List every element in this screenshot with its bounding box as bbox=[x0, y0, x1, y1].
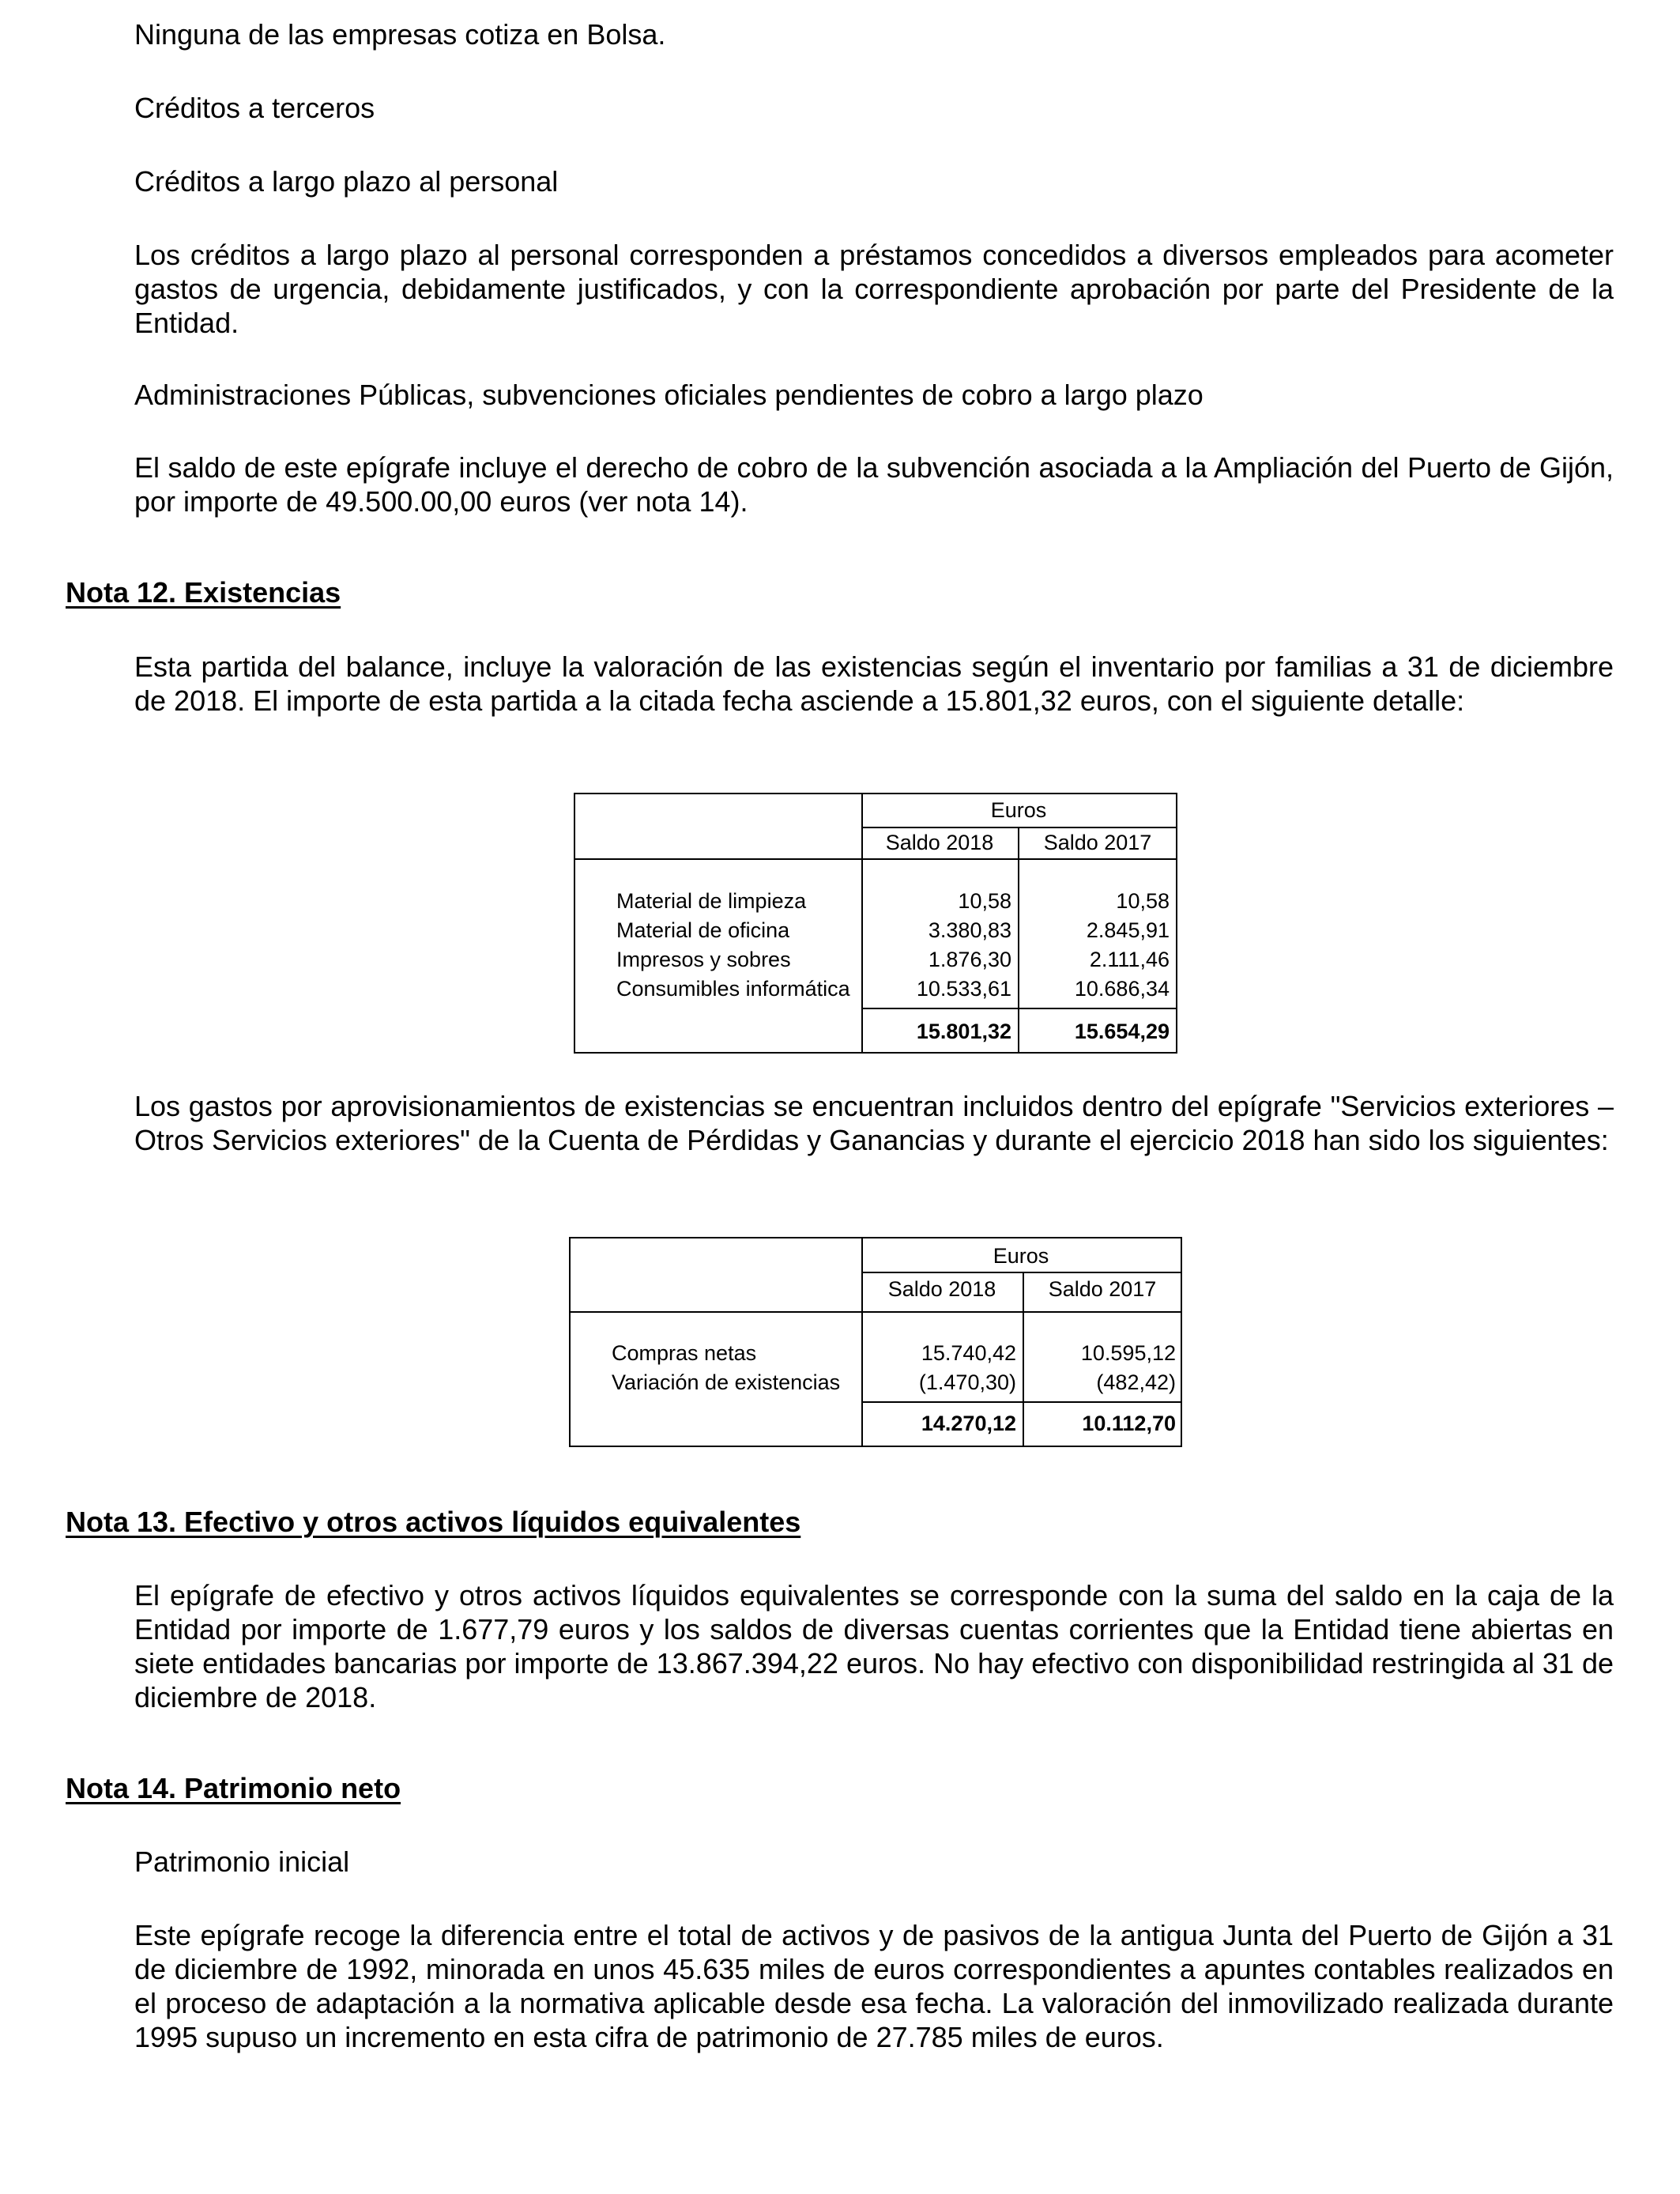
subheading-admin-publicas: Administraciones Públicas, subvenciones oficiales pendientes de cobro a largo plazo bbox=[134, 379, 1203, 411]
row-label: Compras netas bbox=[612, 1341, 757, 1365]
value-2018: 10.533,61 bbox=[916, 977, 1011, 1001]
value-2018: (1.470,30) bbox=[918, 1370, 1016, 1394]
table-existencias bbox=[574, 793, 1177, 1054]
column-header-2017: Saldo 2017 bbox=[1048, 1277, 1157, 1301]
row-label: Material de oficina bbox=[616, 918, 790, 942]
subheading-creditos-personal: Créditos a largo plazo al personal bbox=[134, 165, 559, 198]
value-2017: 10,58 bbox=[1116, 889, 1170, 913]
total-2017: 15.654,29 bbox=[1074, 1020, 1170, 1043]
currency-header: Euros bbox=[990, 798, 1047, 822]
total-2018: 15.801,32 bbox=[916, 1020, 1011, 1043]
paragraph-bolsa: Ninguna de las empresas cotiza en Bolsa. bbox=[134, 18, 666, 51]
value-2017: 10.595,12 bbox=[1080, 1341, 1176, 1365]
paragraph-nota-13: El epígrafe de efectivo y otros activos líquidos equivalentes se corresponde con la suma del saldo en la caja de la Entidad por importe de 1.677,79 euros y los saldos de diversas cuentas corrientes que la Entidad tiene abiertas en siete entidades bancarias por importe de 13.867.394,22 euros. No hay efectivo con disponibilidad restringida al 31 de diciembre de 2018. bbox=[134, 1579, 1614, 1713]
column-header-2018: Saldo 2018 bbox=[885, 831, 994, 854]
row-label: Consumibles informática bbox=[616, 977, 850, 1001]
value-2018: 1.876,30 bbox=[928, 948, 1011, 971]
paragraph-creditos-personal: Los créditos a largo plazo al personal corresponden a préstamos concedidos a diversos empleados para acometer gastos de urgencia, debidamente justificados, y con la correspondiente aprobación por parte del Presidente de la Entidad. bbox=[134, 239, 1614, 339]
subheading-creditos-terceros: Créditos a terceros bbox=[134, 92, 375, 124]
column-header-2018: Saldo 2018 bbox=[887, 1277, 996, 1301]
paragraph-gastos: Los gastos por aprovisionamientos de existencias se encuentran incluidos dentro del epígrafe "Servicios exteriores – Otros Servicios exteriores" de la Cuenta de Pérdidas y Ganancias y durante el ejercicio 2018 han sido los siguientes: bbox=[134, 1090, 1614, 1156]
paragraph-nota-14: Este epígrafe recoge la diferencia entre el total de activos y de pasivos de la antigua Junta del Puerto de Gijón a 31 de diciembre de 1992, minorada en unos 45.635 miles de euros correspondientes a apuntes contables realizados en el proceso de adaptación a la normativa aplicable desde esa fecha. La valoración del inmovilizado realizada durante 1995 supuso un incremento en esta cifra de patrimonio de 27.785 miles de euros. bbox=[134, 1919, 1614, 2053]
currency-header: Euros bbox=[993, 1244, 1049, 1268]
paragraph-nota-12-intro: Esta partida del balance, incluye la valoración de las existencias según el inventario por familias a 31 de diciembre de 2018. El importe de esta partida a la citada fecha asciende a 15.801,32 euros, con el siguiente detalle: bbox=[134, 650, 1614, 717]
table-aprovisionamientos bbox=[569, 1237, 1182, 1447]
value-2017: 10.686,34 bbox=[1074, 977, 1170, 1001]
total-2018: 14.270,12 bbox=[921, 1412, 1016, 1435]
heading-nota-14: Nota 14. Patrimonio neto bbox=[66, 1772, 401, 1804]
value-2018: 10,58 bbox=[958, 889, 1011, 913]
paragraph-saldo: El saldo de este epígrafe incluye el derecho de cobro de la subvención asociada a la Ampliación del Puerto de Gijón, por importe de 49.500.00,00 euros (ver nota 14). bbox=[134, 451, 1614, 518]
subheading-patrimonio-inicial: Patrimonio inicial bbox=[134, 1845, 350, 1878]
row-label: Variación de existencias bbox=[612, 1370, 841, 1394]
row-label: Impresos y sobres bbox=[616, 948, 791, 971]
value-2017: 2.845,91 bbox=[1086, 918, 1170, 942]
value-2017: (482,42) bbox=[1096, 1370, 1176, 1394]
column-header-2017: Saldo 2017 bbox=[1043, 831, 1152, 854]
value-2018: 15.740,42 bbox=[921, 1341, 1016, 1365]
heading-nota-12: Nota 12. Existencias bbox=[66, 576, 341, 609]
heading-nota-13: Nota 13. Efectivo y otros activos líquidos equivalentes bbox=[66, 1506, 801, 1538]
value-2017: 2.111,46 bbox=[1089, 948, 1170, 971]
row-label: Material de limpieza bbox=[616, 889, 807, 913]
value-2018: 3.380,83 bbox=[928, 918, 1011, 942]
total-2017: 10.112,70 bbox=[1082, 1412, 1176, 1435]
